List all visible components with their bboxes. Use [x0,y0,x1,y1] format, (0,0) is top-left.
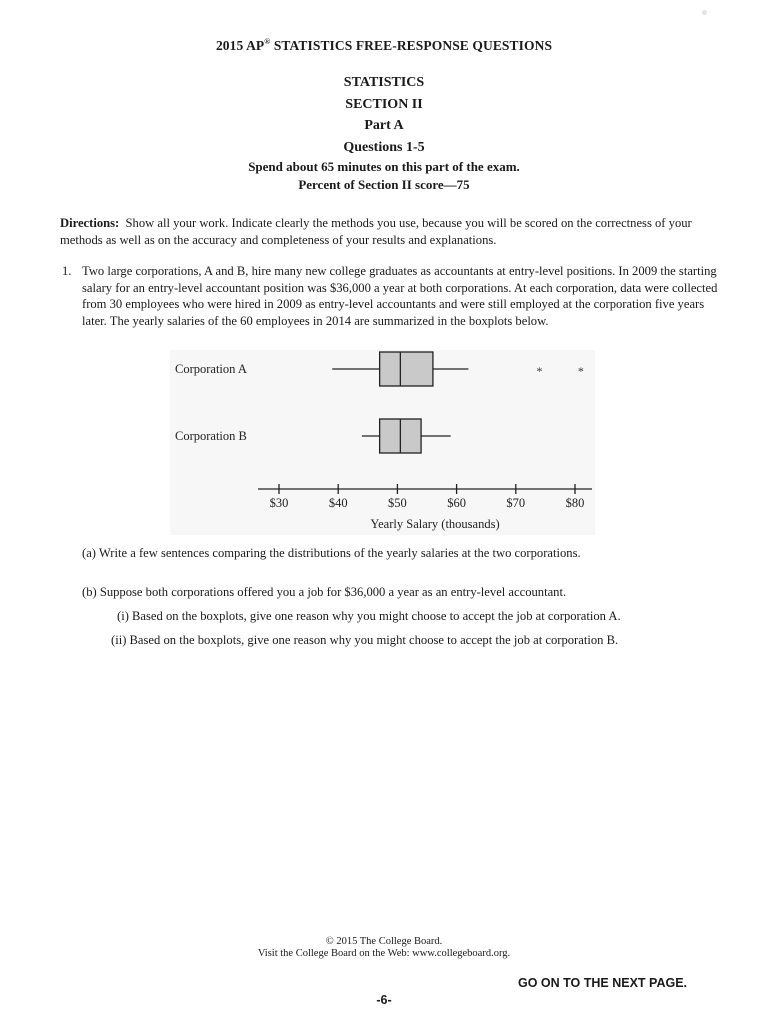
x-tick-label: $60 [447,496,466,510]
boxplot-chart [170,350,595,535]
page-header [0,37,768,54]
header-title-pre: 2015 AP [215,38,265,53]
directions-text: Show all your work. Indicate clearly the methods you use, because you will be scored on the correctness of your methods as well as on the accuracy and completeness of your results and explanations. [60,216,692,247]
corporation-a-box [380,352,433,386]
question-1 [62,263,722,329]
part-b-i: (i) Based on the boxplots, give one reason why you might choose to accept the job at corporation A. [117,609,621,623]
section-heading [0,72,768,194]
registered-mark: ® [264,37,271,46]
x-axis-label: Yearly Salary (thousands) [370,517,500,531]
section-questions: Questions 1-5 [343,139,425,155]
corporation-a-outlier: * [577,364,584,378]
section-percent: Percent of Section II score—75 [298,177,470,192]
question-number: 1. [62,264,72,278]
question-text: Two large corporations, A and B, hire many new college graduates as accountants at entry-level positions. In 2009 the starting salary for an entry-level accountant position was $36,000 a year at both corporations. At each corporation, data were collected from 30 employees who were hired in 2009 as entry-level accountants and were still employed at the corporation five years later. The yearly salaries of the 60 employees in 2014 are summarized in the boxplots below. [82,264,718,328]
x-tick-label: $70 [506,496,526,510]
section-time: Spend about 65 minutes on this part of the exam. [248,159,520,174]
footer-copyright: © 2015 The College Board. [325,936,443,947]
part-b-ii: (ii) Based on the boxplots, give one reason why you might choose to accept the job at corporation B. [111,633,619,647]
section-number: SECTION II [345,96,423,112]
x-tick-label: $40 [328,496,348,510]
corporation-a-outlier: * [536,364,543,378]
page-number: -6- [376,993,392,1007]
footer [0,936,768,960]
directions-label: Directions: [60,216,120,230]
x-tick-label: $80 [565,496,585,510]
x-tick-label: $50 [388,496,407,510]
part-b: (b) Suppose both corporations offered you a job for $36,000 a year as an entry-level accountant. [82,585,567,599]
header-title-post: STATISTICS FREE-RESPONSE QUESTIONS [270,38,553,53]
directions [60,215,720,249]
part-a: (a) Write a few sentences comparing the distributions of the yearly salaries at the two corporations. [82,546,581,560]
footer-visit: Visit the College Board on the Web: www.collegeboard.org. [257,948,511,959]
corporation-a-label: Corporation A [175,362,247,376]
corner-mark [702,10,707,15]
section-part: Part A [364,118,404,133]
boxplot-figure [170,350,595,535]
x-tick-label: $30 [269,496,289,510]
section-subject: STATISTICS [343,75,425,90]
next-page-notice: GO ON TO THE NEXT PAGE. [518,976,688,990]
corporation-b-label: Corporation B [175,429,247,443]
